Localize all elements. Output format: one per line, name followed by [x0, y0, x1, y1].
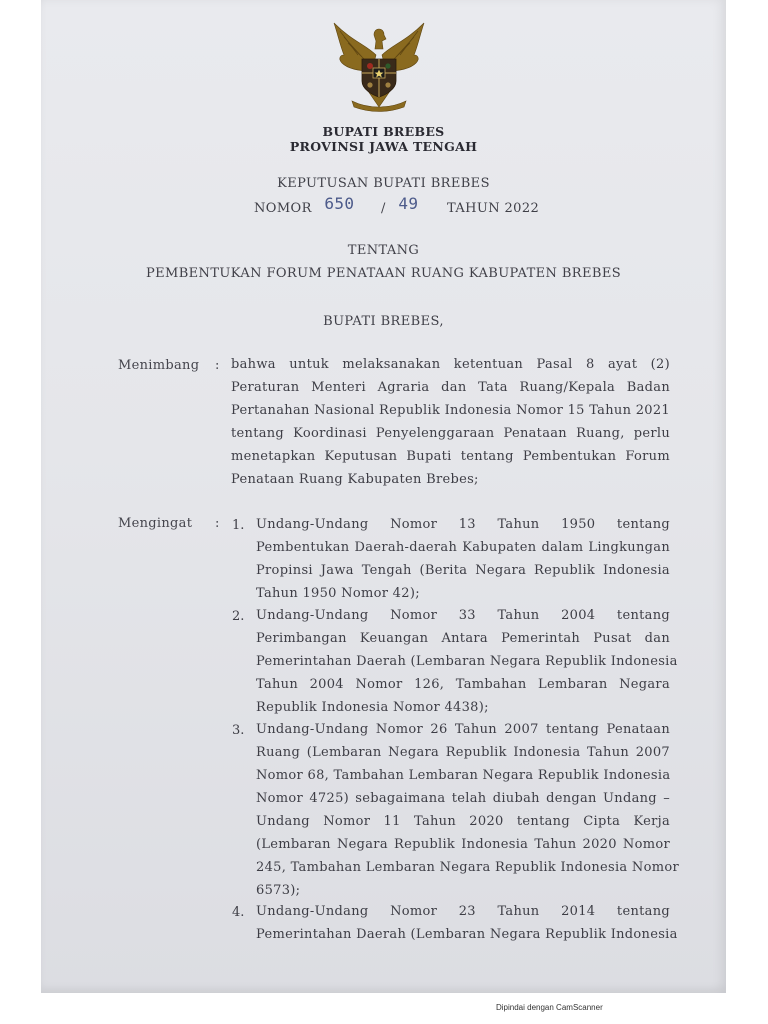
mengingat-label: Mengingat	[118, 516, 193, 531]
text-line: Penataan Ruang Kabupaten Brebes;	[231, 472, 479, 487]
text-line: bahwa untuk melaksanakan ketentuan Pasal 8 ayat (2)	[231, 357, 670, 372]
text-line: Pemerintahan Daerah (Lembaran Negara Republik Indonesia	[256, 927, 678, 942]
nomor-sub: 49	[398, 194, 419, 213]
text-line: Pembentukan Daerah-daerah Kabupaten dalam Lingkungan	[256, 540, 670, 555]
list-item-number: 3.	[232, 723, 245, 738]
text-line: Pertanahan Nasional Republik Indonesia Nomor 15 Tahun 2021	[231, 403, 670, 418]
list-item	[256, 513, 670, 605]
text-line: Pemerintahan Daerah (Lembaran Negara Republik Indonesia	[256, 654, 678, 669]
menimbang-colon: :	[215, 358, 220, 373]
nomor-number: 650	[324, 194, 355, 213]
list-item-number: 4.	[232, 905, 245, 920]
text-line: Nomor 4725) sebagaimana telah diubah dengan Undang –	[256, 791, 670, 806]
text-line: Undang-Undang Nomor 33 Tahun 2004 tentang	[256, 608, 670, 623]
text-line: Undang-Undang Nomor 23 Tahun 2014 tentang	[256, 904, 670, 919]
list-item	[256, 604, 678, 719]
document-page	[41, 0, 726, 993]
text-line: Undang Nomor 11 Tahun 2020 tentang Cipta Kerja	[256, 814, 670, 829]
text-line: Undang-Undang Nomor 26 Tahun 2007 tentang Penataan	[256, 722, 670, 737]
garuda-emblem	[328, 15, 430, 115]
text-line: tentang Koordinasi Penyelenggaraan Penataan Ruang, perlu	[231, 426, 670, 441]
text-line: Nomor 68, Tambahan Lembaran Negara Republik Indonesia	[256, 768, 671, 783]
list-item	[256, 718, 679, 902]
text-line: Republik Indonesia Nomor 4438);	[256, 700, 489, 715]
menimbang-text	[231, 353, 670, 491]
text-line: Tahun 1950 Nomor 42);	[256, 586, 420, 601]
mengingat-colon: :	[215, 516, 220, 531]
text-line: 6573);	[256, 883, 301, 898]
nomor-separator: /	[381, 201, 386, 216]
about-label: TENTANG	[347, 243, 420, 258]
list-item	[256, 900, 678, 946]
province-name: PROVINSI JAWA TENGAH	[289, 139, 478, 154]
text-line: Peraturan Menteri Agraria dan Tata Ruang/Kepala Badan	[231, 380, 670, 395]
text-line: Propinsi Jawa Tengah (Berita Negara Republik Indonesia	[256, 563, 670, 578]
nomor-label: NOMOR	[254, 201, 312, 216]
decree-title: KEPUTUSAN BUPATI BREBES	[277, 176, 490, 191]
text-line: 245, Tambahan Lembaran Negara Republik Indonesia Nomor	[256, 860, 679, 875]
decree-subject: PEMBENTUKAN FORUM PENATAAN RUANG KABUPATEN BREBES	[145, 266, 622, 281]
text-line: Perimbangan Keuangan Antara Pemerintah Pusat dan	[256, 631, 670, 646]
decree-number-line	[254, 194, 540, 216]
office-name: BUPATI BREBES	[322, 124, 445, 139]
menimbang-label: Menimbang	[118, 358, 200, 373]
text-line: Ruang (Lembaran Negara Republik Indonesia Tahun 2007	[256, 745, 670, 760]
text-line: menetapkan Keputusan Bupati tentang Pembentukan Forum	[231, 449, 670, 464]
text-line: Undang-Undang Nomor 13 Tahun 1950 tentang	[256, 517, 670, 532]
text-line: (Lembaran Negara Republik Indonesia Tahun 2020 Nomor	[256, 837, 670, 852]
text-line: Tahun 2004 Nomor 126, Tambahan Lembaran Negara	[256, 677, 670, 692]
list-item-number: 1.	[232, 518, 245, 533]
decree-year: TAHUN 2022	[446, 201, 540, 216]
scanner-footer: Dipindai dengan CamScanner	[496, 1003, 603, 1012]
issuer: BUPATI BREBES,	[323, 314, 444, 329]
list-item-number: 2.	[232, 609, 245, 624]
